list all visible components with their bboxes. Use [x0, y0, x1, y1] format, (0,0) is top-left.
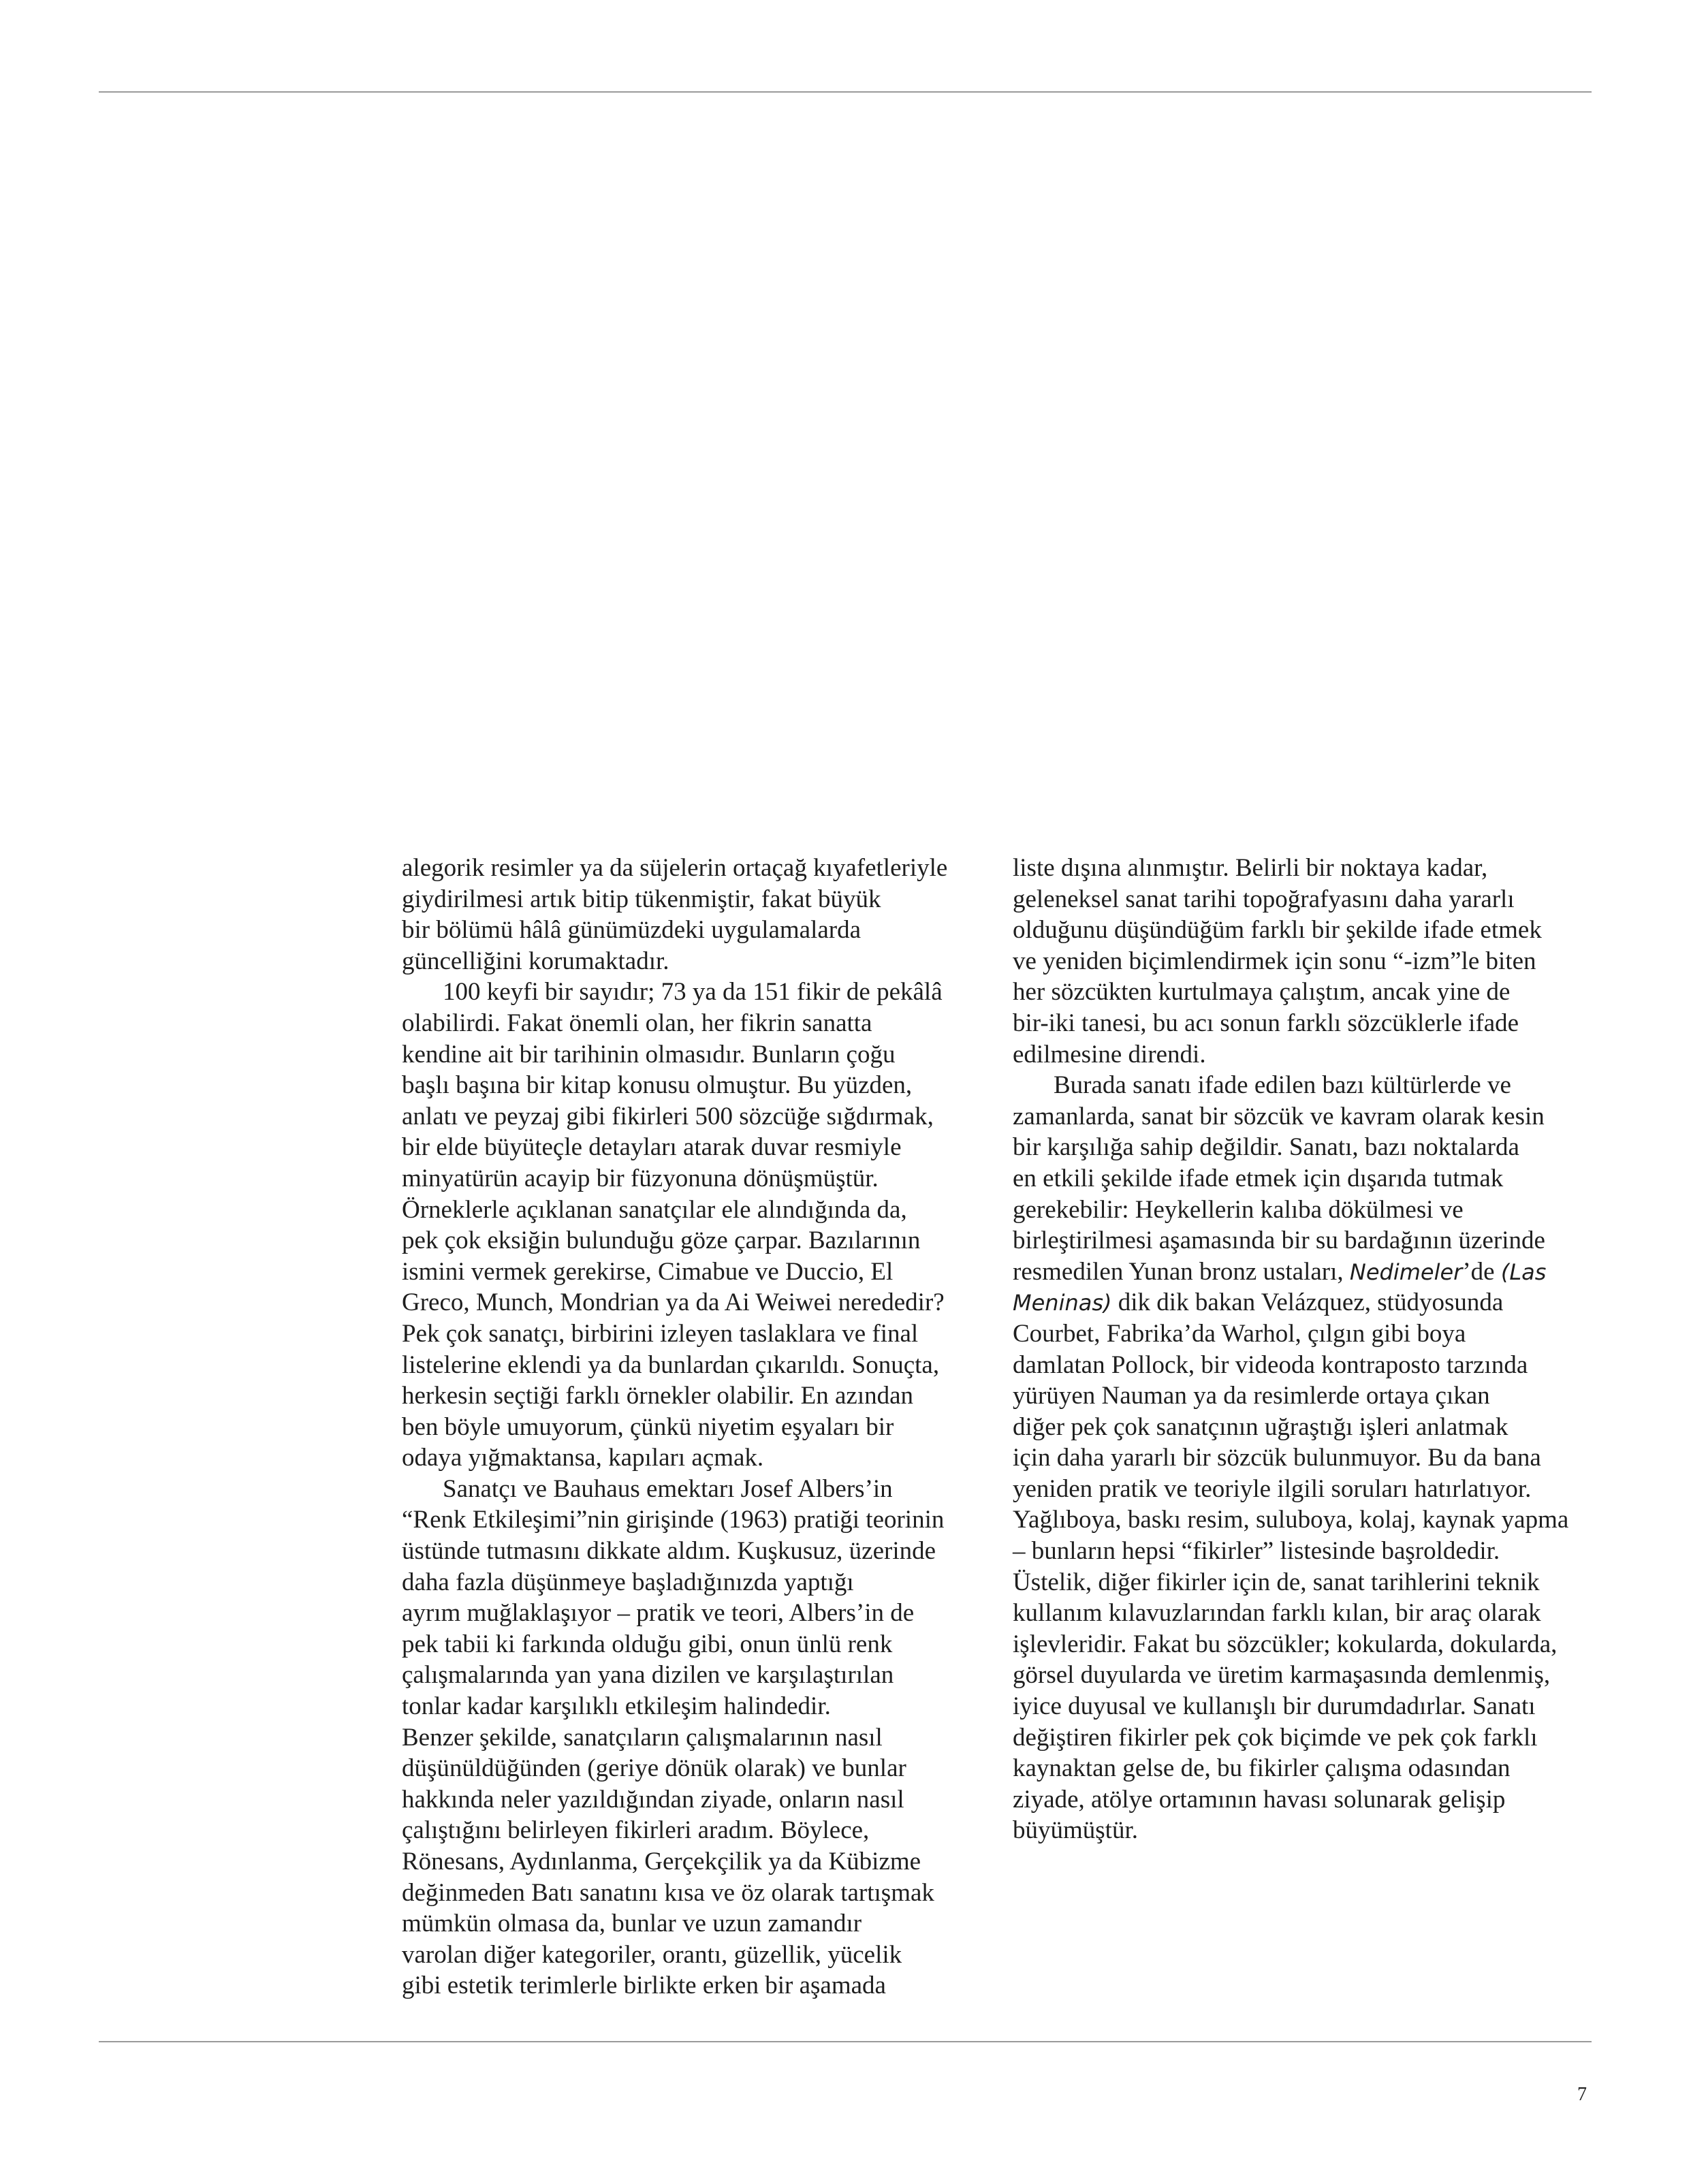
- text-line: Pek çok sanatçı, birbirini izleyen taslaklara ve final: [402, 1319, 919, 1348]
- text-run: ’de: [1462, 1257, 1501, 1286]
- text-line: Benzer şekilde, sanatçıların çalışmalarının nasıl: [402, 1723, 883, 1752]
- text-line: damlatan Pollock, bir videoda kontraposto tarzında: [1013, 1350, 1528, 1379]
- right-text-column: [1013, 853, 1612, 1846]
- text-run: resmedilen Yunan bronz ustaları,: [1013, 1257, 1350, 1286]
- text-line: düşünüldüğünden (geriye dönük olarak) ve bunlar: [402, 1754, 906, 1783]
- text-line: her sözcükten kurtulmaya çalıştım, ancak yine de: [1013, 978, 1511, 1007]
- text-line: ben böyle umuyorum, çünkü niyetim eşyaları bir: [402, 1412, 894, 1441]
- text-line: kaynaktan gelse de, bu fikirler çalışma odasından: [1013, 1754, 1511, 1783]
- text-line: gibi estetik terimlerle birlikte erken bir aşamada: [402, 1972, 886, 2000]
- italic-title: (Las: [1500, 1259, 1547, 1285]
- text-line: ayrım muğlaklaşıyor – pratik ve teori, Albers’in de: [402, 1599, 915, 1628]
- bottom-rule: [99, 2041, 1592, 2042]
- text-line: yeniden pratik ve teoriyle ilgili soruları hatırlatıyor.: [1013, 1474, 1532, 1503]
- text-line: başlı başına bir kitap konusu olmuştur. Bu yüzden,: [402, 1071, 913, 1100]
- text-line: Sanatçı ve Bauhaus emektarı Josef Albers’in: [443, 1474, 893, 1503]
- text-line: hakkında neler yazıldığından ziyade, onların nasıl: [402, 1785, 904, 1814]
- text-line: herkesin seçtiği farklı örnekler olabilir. En azından: [402, 1382, 914, 1410]
- text-line: en etkili şekilde ifade etmek için dışarıda tutmak: [1013, 1164, 1504, 1192]
- text-line: liste dışına alınmıştır. Belirli bir noktaya kadar,: [1013, 854, 1488, 882]
- text-line: mümkün olmasa da, bunlar ve uzun zamandır: [402, 1910, 862, 1938]
- text-line: Örneklerle açıklanan sanatçılar ele alındığında da,: [402, 1195, 907, 1224]
- italic-title: Nedimeler: [1349, 1259, 1463, 1285]
- text-line: Courbet, Fabrika’da Warhol, çılgın gibi boya: [1013, 1319, 1466, 1348]
- left-text-column: [402, 853, 1001, 2001]
- text-line: çalışmalarında yan yana dizilen ve karşılaştırılan: [402, 1661, 894, 1690]
- italic-title: Meninas): [1013, 1290, 1112, 1316]
- text-line: Yağlıboya, baskı resim, suluboya, kolaj, kaynak yapma: [1013, 1506, 1569, 1534]
- text-line: görsel duyularda ve üretim karmaşasında demlenmiş,: [1013, 1661, 1551, 1690]
- text-run: dik dik bakan Velázquez, stüdyosunda: [1111, 1288, 1504, 1317]
- text-line: ve yeniden biçimlendirmek için sonu “-izm”le biten: [1013, 947, 1536, 975]
- text-line: kendine ait bir tarihinin olmasıdır. Bunların çoğu: [402, 1040, 896, 1069]
- text-line: büyümüştür.: [1013, 1816, 1138, 1845]
- text-line: tonlar kadar karşılıklı etkileşim halindedir.: [402, 1692, 831, 1721]
- text-line: edilmesine direndi.: [1013, 1040, 1206, 1069]
- right-paragraphs-bottom: [1013, 1318, 1612, 1846]
- text-line: daha fazla düşünmeye başladığınızda yaptığı: [402, 1568, 854, 1596]
- text-line: varolan diğer kategoriler, orantı, güzellik, yücelik: [402, 1940, 902, 1969]
- right-paragraphs-top: [1013, 853, 1612, 1256]
- text-line: alegorik resimler ya da süjelerin ortaçağ kıyafetleriyle: [402, 854, 948, 882]
- page-number: 7: [1577, 2084, 1587, 2105]
- text-line: zamanlarda, sanat bir sözcük ve kavram olarak kesin: [1013, 1102, 1545, 1130]
- text-line: pek tabii ki farkında olduğu gibi, onun ünlü renk: [402, 1630, 893, 1658]
- top-rule: [99, 91, 1592, 93]
- text-line: Greco, Munch, Mondrian ya da Ai Weiwei nerededir?: [402, 1288, 945, 1317]
- text-line: kullanım kılavuzlarından farklı kılan, bir araç olarak: [1013, 1599, 1541, 1628]
- text-line: yürüyen Nauman ya da resimlerde ortaya çıkan: [1013, 1382, 1490, 1410]
- text-line: pek çok eksiğin bulunduğu göze çarpar. Bazılarının: [402, 1226, 921, 1255]
- text-line: bir karşılığa sahip değildir. Sanatı, bazı noktalarda: [1013, 1133, 1519, 1162]
- text-line: odaya yığmaktansa, kapıları açmak.: [402, 1444, 764, 1472]
- text-line: 100 keyfi bir sayıdır; 73 ya da 151 fikir de pekâlâ: [443, 978, 943, 1007]
- text-line: değiştiren fikirler pek çok biçimde ve pek çok farklı: [1013, 1723, 1538, 1752]
- text-line: “Renk Etkileşimi”nin girişinde (1963) pratiği teorinin: [402, 1506, 945, 1534]
- text-line: geleneksel sanat tarihi topoğrafyasını daha yararlı: [1013, 885, 1515, 913]
- text-line: [1013, 1256, 1612, 1288]
- text-line: Üstelik, diğer fikirler için de, sanat tarihlerini teknik: [1013, 1568, 1540, 1596]
- text-line: işlevleridir. Fakat bu sözcükler; kokularda, dokularda,: [1013, 1630, 1558, 1658]
- text-line: üstünde tutmasını dikkate aldım. Kuşkusuz, üzerinde: [402, 1537, 936, 1566]
- text-line: [1013, 1287, 1612, 1318]
- text-line: minyatürün acayip bir füzyonuna dönüşmüştür.: [402, 1164, 879, 1192]
- text-line: çalıştığını belirleyen fikirleri aradım. Böylece,: [402, 1816, 870, 1845]
- text-line: birleştirilmesi aşamasında bir su bardağının üzerinde: [1013, 1226, 1545, 1255]
- text-line: listelerine eklendi ya da bunlardan çıkarıldı. Sonuçta,: [402, 1350, 940, 1379]
- text-line: ismini vermek gerekirse, Cimabue ve Duccio, El: [402, 1257, 894, 1286]
- text-line: için daha yararlı bir sözcük bulunmuyor. Bu da bana: [1013, 1444, 1541, 1472]
- text-line: bir elde büyüteçle detayları atarak duvar resmiyle: [402, 1133, 902, 1162]
- text-line: gerekebilir: Heykellerin kalıba dökülmesi ve: [1013, 1195, 1464, 1224]
- text-line: güncelliğini korumaktadır.: [402, 947, 669, 975]
- text-line: değinmeden Batı sanatını kısa ve öz olarak tartışmak: [402, 1878, 934, 1907]
- text-line: olduğunu düşündüğüm farklı bir şekilde ifade etmek: [1013, 916, 1542, 945]
- text-line: diğer pek çok sanatçının uğraştığı işleri anlatmak: [1013, 1412, 1508, 1441]
- text-line: bir-iki tanesi, bu acı sonun farklı sözcüklerle ifade: [1013, 1009, 1519, 1037]
- text-line: bir bölümü hâlâ günümüzdeki uygulamalarda: [402, 916, 862, 945]
- text-line: – bunların hepsi “fikirler” listesinde başroldedir.: [1013, 1537, 1500, 1566]
- text-line: ziyade, atölye ortamının havası solunarak gelişip: [1013, 1785, 1506, 1814]
- text-line: giydirilmesi artık bitip tükenmiştir, fakat büyük: [402, 885, 881, 913]
- text-line: iyice duyusal ve kullanışlı bir durumdadırlar. Sanatı: [1013, 1692, 1536, 1721]
- text-line: Burada sanatı ifade edilen bazı kültürlerde ve: [1054, 1071, 1511, 1100]
- text-line: olabilirdi. Fakat önemli olan, her fikrin sanatta: [402, 1009, 872, 1037]
- text-line: anlatı ve peyzaj gibi fikirleri 500 sözcüğe sığdırmak,: [402, 1102, 934, 1130]
- text-line: Rönesans, Aydınlanma, Gerçekçilik ya da Kübizme: [402, 1848, 921, 1876]
